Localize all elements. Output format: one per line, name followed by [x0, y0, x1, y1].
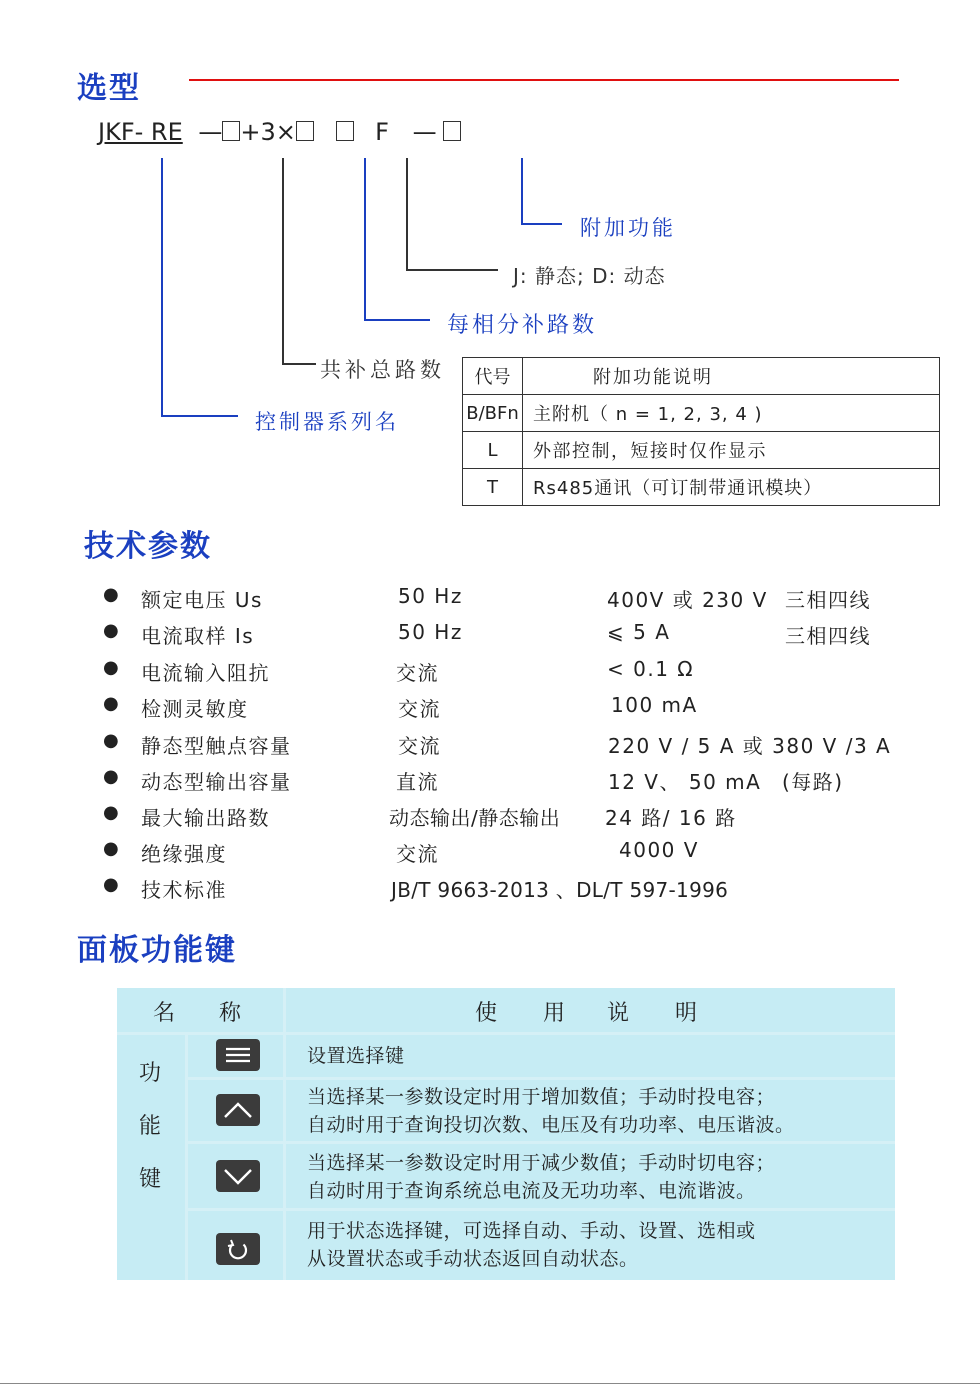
- bullet: ●: [103, 620, 121, 641]
- param-name: 动态型输出容量: [141, 770, 292, 794]
- label-additional-function: 附加功能: [580, 216, 676, 240]
- bullet: ●: [103, 838, 121, 859]
- param-type: 50 Hz: [398, 620, 463, 644]
- param-type: 交流: [398, 734, 441, 758]
- options-desc: 主附机（ n = 1, 2, 3, 4 ): [523, 395, 940, 432]
- param-value: 220 V / 5 A 或 380 V /3 A: [608, 734, 892, 758]
- key-desc-line: 用于状态选择键，可选择自动、手动、设置、选相或: [307, 1220, 756, 1242]
- label-per-phase-count: 每相分补路数: [447, 313, 598, 338]
- options-row: [463, 395, 940, 432]
- param-row: [0, 730, 980, 760]
- group-char: 键: [139, 1167, 162, 1192]
- param-value: 400V 或 230 V: [607, 588, 768, 612]
- param-row: [0, 838, 980, 868]
- label-mode: J: 静态; D: 动态: [513, 264, 666, 288]
- refresh-icon: [216, 1233, 260, 1265]
- param-name: 技术标准: [141, 878, 227, 902]
- group-char: 能: [139, 1114, 162, 1139]
- group-char: 功: [139, 1061, 162, 1086]
- mode-leader: [407, 158, 498, 270]
- bullet: ●: [103, 766, 121, 787]
- param-row: [0, 766, 980, 796]
- param-value: 12 V、 50 mA: [608, 770, 762, 794]
- param-name: 电流取样 Is: [141, 624, 255, 648]
- param-extra: 三相四线: [785, 588, 871, 612]
- param-name: 额定电压 Us: [141, 588, 263, 612]
- options-code: T: [463, 469, 523, 506]
- header-name-char: 名: [153, 1001, 176, 1026]
- param-name: 静态型触点容量: [141, 734, 292, 758]
- key-desc-line: 自动时用于查询投切次数、电压及有功功率、电压谐波。: [307, 1114, 795, 1136]
- model-letter-f: F: [375, 118, 389, 146]
- param-type: 交流: [396, 661, 439, 685]
- param-type: 交流: [398, 697, 441, 721]
- selection-heading: 选型: [77, 71, 141, 106]
- param-row: [0, 802, 980, 832]
- key-desc-line: 自动时用于查询系统总电流及无功功率、电流谐波。: [307, 1180, 756, 1202]
- key-desc-line: 当选择某一参数设定时用于减少数值；手动时切电容；: [307, 1152, 776, 1174]
- menu-key-button[interactable]: [216, 1039, 260, 1071]
- model-dash: —: [198, 118, 223, 146]
- bullet: ●: [103, 730, 121, 751]
- menu-icon: [216, 1039, 260, 1071]
- header-use-char: 使: [475, 1001, 498, 1026]
- param-value: < 0.1 Ω: [607, 657, 695, 681]
- chevron-down-icon: [216, 1160, 260, 1192]
- options-row: [463, 432, 940, 469]
- param-type: 动态输出/静态输出: [389, 806, 561, 830]
- key-desc-line: 当选择某一参数设定时用于增加数值；手动时投电容；: [307, 1086, 776, 1108]
- header-name-char: 称: [219, 1001, 242, 1026]
- param-row: [0, 874, 980, 904]
- param-name: 绝缘强度: [141, 842, 227, 866]
- down-key-button[interactable]: [216, 1160, 260, 1192]
- param-name: 最大输出路数: [141, 806, 270, 830]
- key-desc-line: 设置选择键: [307, 1045, 405, 1067]
- label-series-name: 控制器系列名: [255, 410, 399, 434]
- model-plus3x: +3×: [240, 118, 296, 146]
- options-code: B/BFn: [463, 395, 523, 432]
- bullet: ●: [103, 874, 121, 895]
- bullet: ●: [103, 657, 121, 678]
- param-row: [0, 657, 980, 687]
- param-value: 100 mA: [611, 693, 698, 717]
- param-row: [0, 693, 980, 723]
- header-use-char: 明: [675, 1001, 698, 1026]
- bullet: ●: [103, 802, 121, 823]
- param-extra: 三相四线: [785, 624, 871, 648]
- param-type: 直流: [396, 770, 439, 794]
- options-code: L: [463, 432, 523, 469]
- bullet: ●: [103, 693, 121, 714]
- header-use-char: 用: [543, 1001, 566, 1026]
- param-value: 24 路/ 16 路: [605, 806, 737, 830]
- panel-keys-table: [117, 988, 895, 1280]
- common-leader: [283, 158, 316, 364]
- additional-leader: [522, 158, 562, 224]
- bullet: ●: [103, 584, 121, 605]
- panel-heading: 面板功能键: [77, 933, 237, 968]
- options-desc: 外部控制，短接时仅作显示: [523, 432, 940, 469]
- param-type: 交流: [396, 842, 439, 866]
- param-name: 检测灵敏度: [141, 697, 249, 721]
- key-desc-line: 从设置状态或手动状态返回自动状态。: [307, 1248, 639, 1270]
- options-table: [462, 357, 940, 506]
- header-use-cell: [286, 988, 895, 1032]
- model-prefix: JKF- RE: [98, 118, 183, 146]
- options-row: [463, 469, 940, 506]
- param-value: 4000 V: [619, 838, 699, 862]
- param-row: [0, 584, 980, 614]
- page-bottom-rule: [0, 1383, 980, 1384]
- header-use-char: 说: [607, 1001, 630, 1026]
- chevron-up-icon: [216, 1094, 260, 1126]
- options-header-desc: 附加功能说明: [523, 358, 940, 395]
- series-leader: [162, 158, 238, 416]
- param-type: JB/T 9663-2013 、DL/T 597-1996: [391, 878, 729, 902]
- per-phase-leader: [365, 158, 430, 320]
- mode-key-button[interactable]: [216, 1233, 260, 1265]
- options-header-code: 代号: [463, 358, 523, 395]
- options-desc: Rs485通讯（可订制带通讯模块）: [523, 469, 940, 506]
- header-name-cell: [117, 988, 283, 1032]
- model-dash: —: [412, 118, 437, 146]
- tech-heading: 技术参数: [84, 529, 212, 564]
- up-key-button[interactable]: [216, 1094, 260, 1126]
- param-name: 电流输入阻抗: [141, 661, 270, 685]
- label-common-count: 共补总路数: [320, 358, 445, 382]
- param-extra: (每路): [782, 770, 844, 794]
- options-header-row: [463, 358, 940, 395]
- param-row: [0, 620, 980, 650]
- param-value: ⩽ 5 A: [607, 620, 671, 644]
- param-type: 50 Hz: [398, 584, 463, 608]
